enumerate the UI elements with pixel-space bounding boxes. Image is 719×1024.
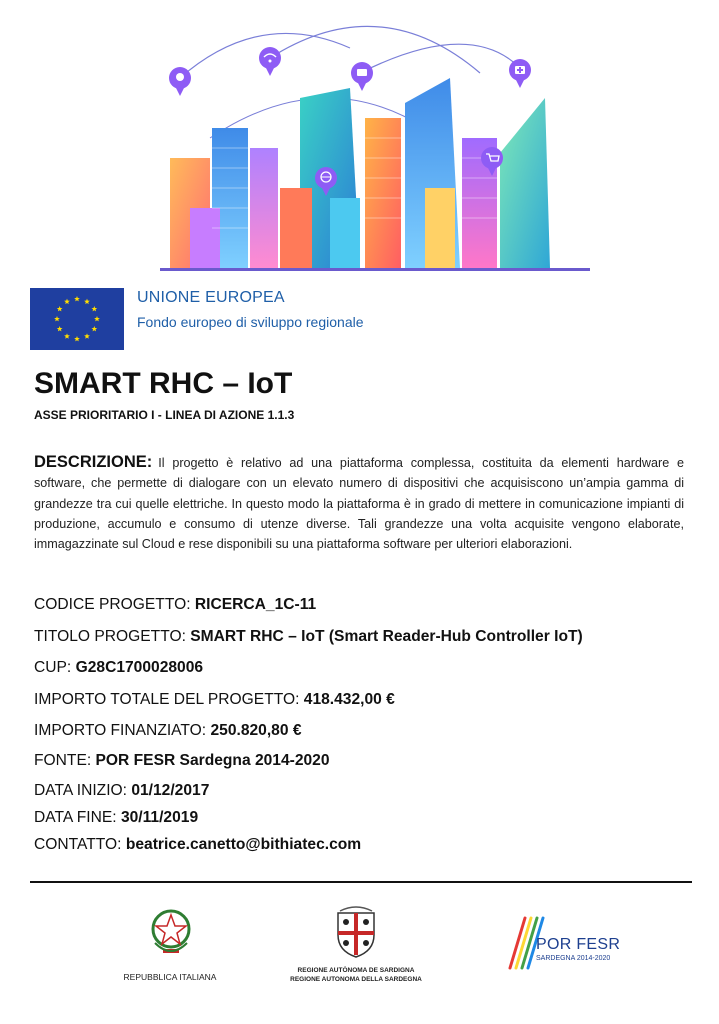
eu-subtitle: Fondo europeo di sviluppo regionale — [137, 314, 364, 330]
priority-axis: ASSE PRIORITARIO I - LINEA DI AZIONE 1.1.3 — [34, 408, 295, 422]
field-label: FONTE: — [34, 752, 96, 769]
por-fesr-subtitle: SARDEGNA 2014-2020 — [536, 955, 611, 962]
field-titolo-progetto — [34, 628, 583, 646]
field-value: SMART RHC – IoT (Smart Reader-Hub Controller IoT) — [190, 628, 583, 645]
page-title: SMART RHC – IoT — [34, 367, 293, 400]
field-value: 250.820,80 € — [210, 722, 302, 739]
field-value: RICERCA_1C-11 — [194, 596, 317, 613]
eu-title: UNIONE EUROPEA — [137, 289, 285, 306]
field-label: IMPORTO FINANZIATO: — [34, 722, 211, 739]
field-value: POR FESR Sardegna 2014-2020 — [95, 752, 330, 769]
medical-kit-icon — [509, 59, 531, 88]
field-importo-totale — [34, 691, 395, 709]
sardegna-label — [276, 966, 436, 984]
field-value: 418.432,00 € — [303, 691, 395, 708]
field-label: CUP: — [34, 659, 76, 676]
por-fesr-title: POR FESR — [536, 936, 621, 953]
field-fonte — [34, 752, 330, 770]
repubblica-italiana-emblem-icon — [149, 905, 193, 959]
field-value: 01/12/2017 — [131, 782, 210, 799]
field-data-inizio — [34, 782, 209, 800]
field-label: IMPORTO TOTALE DEL PROGETTO: — [34, 691, 304, 708]
wifi-icon — [259, 47, 281, 76]
regione-sardegna-emblem-icon — [334, 905, 378, 959]
repubblica-label: REPUBBLICA ITALIANA — [123, 972, 217, 982]
field-value: 30/11/2019 — [120, 809, 199, 826]
eu-flag-icon — [30, 288, 124, 350]
field-codice-progetto — [34, 596, 316, 614]
chat-icon — [351, 62, 373, 91]
field-label: CODICE PROGETTO: — [34, 596, 195, 613]
field-label: DATA INIZIO: — [34, 782, 132, 799]
description-text: Il progetto è relativo ad una piattaforma complessa, costituita da elementi hardware e software, che permette di dialogare con un elevato numero di dispositivi che acquisiscono un’ampia gamma di grandezze tra cui quelle elettriche. In questo modo la piattaforma è in grado di mettere in comunicazione impianti di produzione, accumulo e consumo di utenze diverse. Tali grandezze una volta acquisite vengono elaborate, immagazzinate sul Cloud e rese disponibili su una piattaforma software per ulteriori elaborazioni. — [34, 456, 684, 552]
contact-email-link[interactable]: beatrice.canetto@bithiatec.com — [125, 836, 362, 853]
field-cup — [34, 659, 203, 677]
field-data-fine — [34, 809, 198, 827]
field-importo-finanziato — [34, 722, 302, 740]
field-label: TITOLO PROGETTO: — [34, 628, 191, 645]
sardegna-label-line-1: REGIONE AUTÒNOMA DE SARDIGNA — [297, 967, 415, 974]
field-value: G28C1700028006 — [75, 659, 204, 676]
field-label: DATA FINE: — [34, 809, 121, 826]
description-block — [34, 452, 684, 554]
location-pin-icon — [169, 67, 191, 96]
description-label: DESCRIZIONE: — [34, 453, 153, 471]
smart-city-illustration — [150, 18, 600, 276]
sardegna-label-line-2: REGIONE AUTONOMA DELLA SARDEGNA — [290, 976, 422, 983]
divider — [30, 881, 692, 883]
field-contatto[interactable] — [34, 836, 361, 854]
field-label: CONTATTO: — [34, 836, 126, 853]
